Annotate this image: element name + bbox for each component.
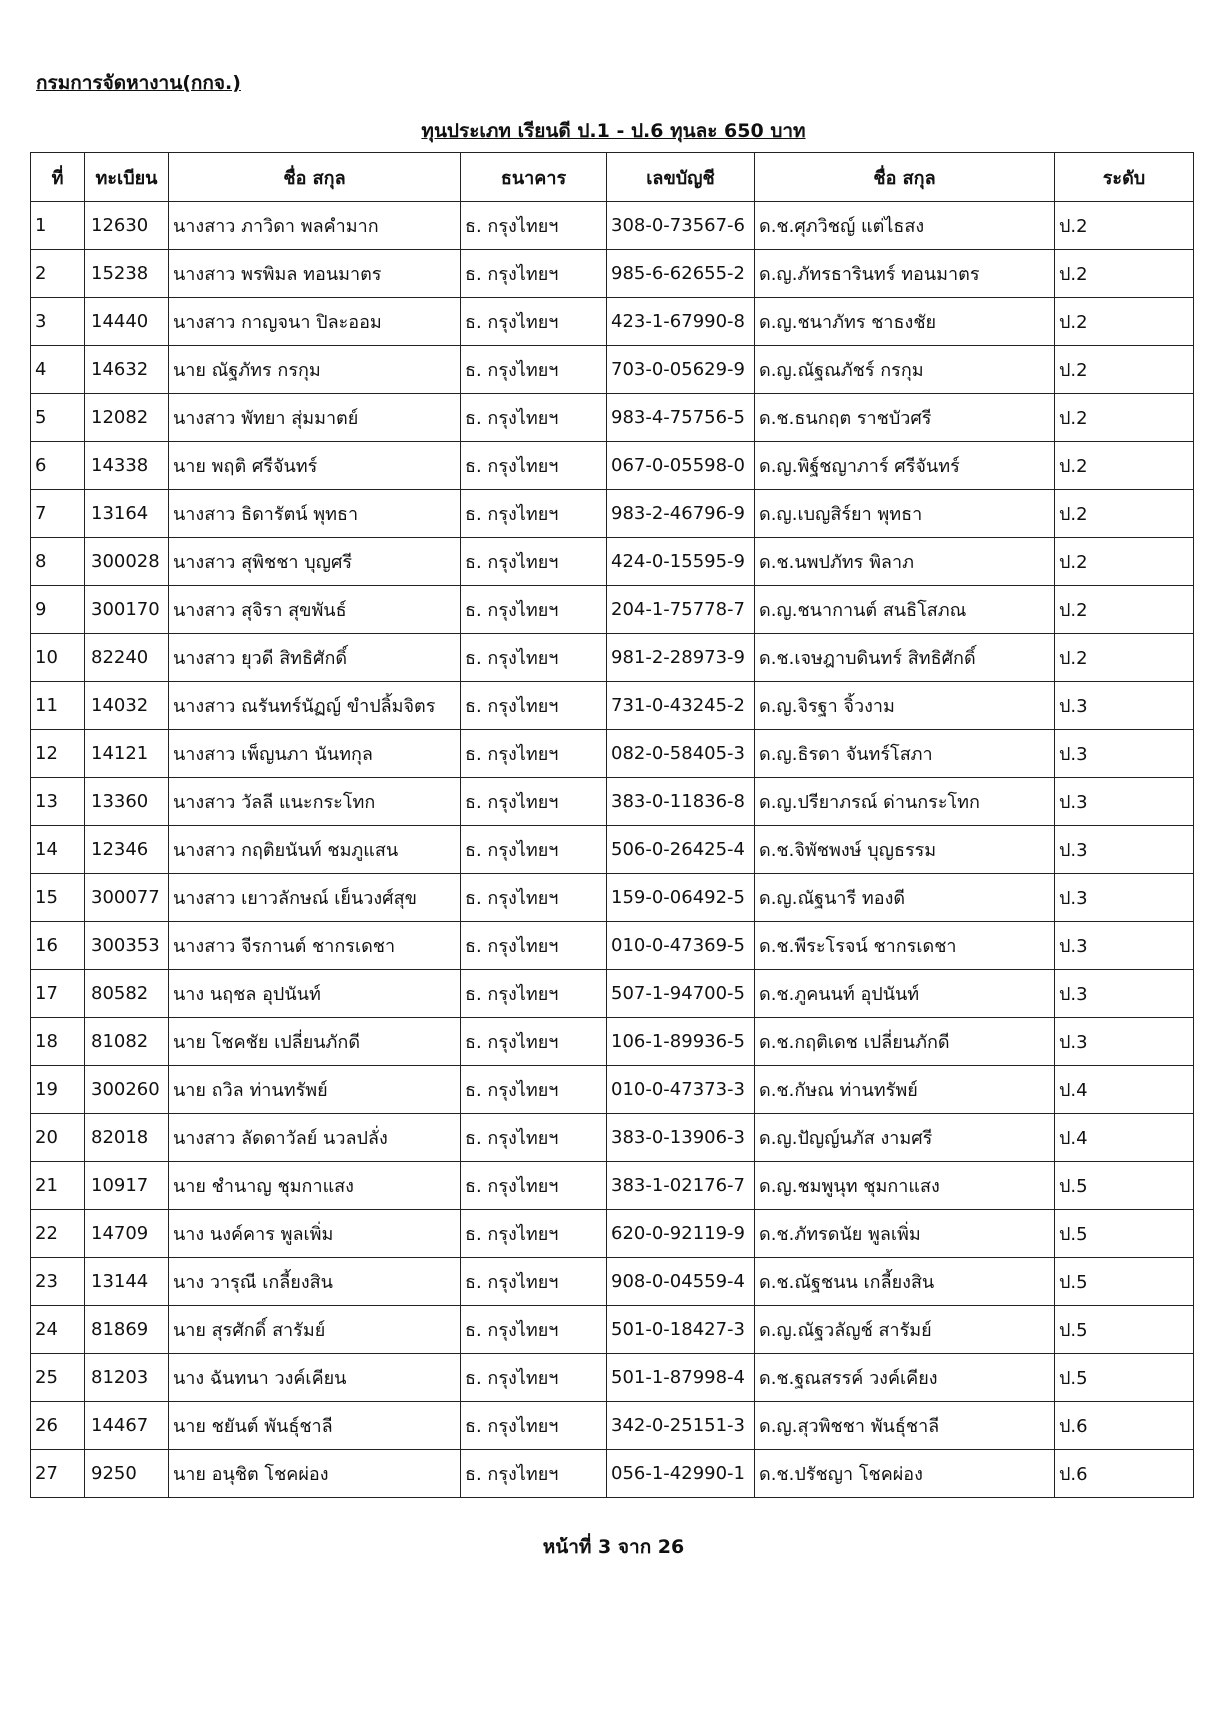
cell-no: 2 xyxy=(31,250,85,298)
table-row xyxy=(31,1210,1194,1258)
table-row xyxy=(31,874,1194,922)
cell-bank: ธ. กรุงไทยฯ xyxy=(461,634,607,682)
cell-no: 26 xyxy=(31,1402,85,1450)
cell-registration: 81203 xyxy=(85,1354,169,1402)
cell-child-name: ด.ญ.ณัฐณภัชร์ กรกุม xyxy=(755,346,1055,394)
table-row xyxy=(31,394,1194,442)
cell-account-number: 308-0-73567-6 xyxy=(607,202,755,250)
cell-registration: 14709 xyxy=(85,1210,169,1258)
cell-no: 12 xyxy=(31,730,85,778)
cell-no: 24 xyxy=(31,1306,85,1354)
cell-no: 1 xyxy=(31,202,85,250)
cell-registration: 13164 xyxy=(85,490,169,538)
cell-no: 5 xyxy=(31,394,85,442)
cell-parent-name: นาง ฉันทนา วงค์เคียน xyxy=(169,1354,461,1402)
cell-child-name: ด.ช.ภูคนนท์ อุปนันท์ xyxy=(755,970,1055,1018)
table-row xyxy=(31,346,1194,394)
cell-registration: 81082 xyxy=(85,1018,169,1066)
cell-no: 15 xyxy=(31,874,85,922)
cell-bank: ธ. กรุงไทยฯ xyxy=(461,874,607,922)
cell-no: 6 xyxy=(31,442,85,490)
cell-parent-name: นางสาว ณรันทร์นัฏญ์ ขำปลิ้มจิตร xyxy=(169,682,461,730)
cell-level: ป.3 xyxy=(1055,826,1194,874)
cell-level: ป.2 xyxy=(1055,346,1194,394)
cell-account-number: 908-0-04559-4 xyxy=(607,1258,755,1306)
table-row xyxy=(31,202,1194,250)
cell-level: ป.2 xyxy=(1055,394,1194,442)
cell-parent-name: นางสาว ธิดารัตน์ พุทธา xyxy=(169,490,461,538)
cell-bank: ธ. กรุงไทยฯ xyxy=(461,202,607,250)
cell-parent-name: นางสาว เยาวลักษณ์ เย็นวงศ์สุข xyxy=(169,874,461,922)
cell-bank: ธ. กรุงไทยฯ xyxy=(461,970,607,1018)
column-header-parent-name: ชื่อ สกุล xyxy=(169,153,461,202)
cell-parent-name: นางสาว สุจิรา สุขพันธ์ xyxy=(169,586,461,634)
cell-bank: ธ. กรุงไทยฯ xyxy=(461,1354,607,1402)
cell-level: ป.4 xyxy=(1055,1114,1194,1162)
table-row xyxy=(31,250,1194,298)
cell-parent-name: นาย พฤติ ศรีจันทร์ xyxy=(169,442,461,490)
cell-bank: ธ. กรุงไทยฯ xyxy=(461,1066,607,1114)
cell-level: ป.2 xyxy=(1055,202,1194,250)
cell-level: ป.3 xyxy=(1055,874,1194,922)
cell-child-name: ด.ญ.ชนากานต์ สนธิโสภณ xyxy=(755,586,1055,634)
cell-no: 18 xyxy=(31,1018,85,1066)
cell-parent-name: นาย อนุชิต โชคผ่อง xyxy=(169,1450,461,1498)
cell-child-name: ด.ช.กัษณ ท่านทรัพย์ xyxy=(755,1066,1055,1114)
cell-account-number: 383-0-13906-3 xyxy=(607,1114,755,1162)
cell-registration: 13360 xyxy=(85,778,169,826)
cell-account-number: 703-0-05629-9 xyxy=(607,346,755,394)
cell-account-number: 106-1-89936-5 xyxy=(607,1018,755,1066)
cell-account-number: 010-0-47373-3 xyxy=(607,1066,755,1114)
table-row xyxy=(31,586,1194,634)
cell-bank: ธ. กรุงไทยฯ xyxy=(461,1162,607,1210)
cell-child-name: ด.ช.ภัทรดนัย พูลเพิ่ม xyxy=(755,1210,1055,1258)
cell-registration: 82018 xyxy=(85,1114,169,1162)
cell-account-number: 383-0-11836-8 xyxy=(607,778,755,826)
cell-no: 11 xyxy=(31,682,85,730)
cell-no: 14 xyxy=(31,826,85,874)
cell-child-name: ด.ช.นพปภัทร พิลาภ xyxy=(755,538,1055,586)
cell-parent-name: นางสาว กฤติยนันท์ ชมภูแสน xyxy=(169,826,461,874)
cell-child-name: ด.ญ.ปรียาภรณ์ ด่านกระโทก xyxy=(755,778,1055,826)
cell-level: ป.2 xyxy=(1055,586,1194,634)
cell-parent-name: นางสาว ยุวดี สิทธิศักดิ์ xyxy=(169,634,461,682)
cell-registration: 300077 xyxy=(85,874,169,922)
table-row xyxy=(31,298,1194,346)
cell-parent-name: นางสาว พรพิมล ทอนมาตร xyxy=(169,250,461,298)
cell-level: ป.3 xyxy=(1055,970,1194,1018)
cell-level: ป.6 xyxy=(1055,1402,1194,1450)
cell-child-name: ด.ญ.พิฐ์ชญาภาร์ ศรีจันทร์ xyxy=(755,442,1055,490)
cell-registration: 9250 xyxy=(85,1450,169,1498)
cell-registration: 14467 xyxy=(85,1402,169,1450)
table-row xyxy=(31,826,1194,874)
cell-parent-name: นางสาว เพ็ญนภา นันทกุล xyxy=(169,730,461,778)
cell-no: 13 xyxy=(31,778,85,826)
cell-registration: 14440 xyxy=(85,298,169,346)
cell-registration: 81869 xyxy=(85,1306,169,1354)
cell-account-number: 981-2-28973-9 xyxy=(607,634,755,682)
table-row xyxy=(31,442,1194,490)
cell-no: 3 xyxy=(31,298,85,346)
cell-level: ป.5 xyxy=(1055,1354,1194,1402)
cell-child-name: ด.ญ.ปัญญ์นภัส งามศรี xyxy=(755,1114,1055,1162)
cell-account-number: 056-1-42990-1 xyxy=(607,1450,755,1498)
cell-bank: ธ. กรุงไทยฯ xyxy=(461,394,607,442)
cell-account-number: 010-0-47369-5 xyxy=(607,922,755,970)
cell-account-number: 423-1-67990-8 xyxy=(607,298,755,346)
cell-bank: ธ. กรุงไทยฯ xyxy=(461,250,607,298)
cell-level: ป.5 xyxy=(1055,1162,1194,1210)
cell-no: 20 xyxy=(31,1114,85,1162)
cell-bank: ธ. กรุงไทยฯ xyxy=(461,1018,607,1066)
cell-account-number: 731-0-43245-2 xyxy=(607,682,755,730)
department-heading: กรมการจัดหางาน(กกจ.) xyxy=(36,72,241,94)
cell-level: ป.2 xyxy=(1055,538,1194,586)
cell-child-name: ด.ช.ฐณสรรค์ วงค์เคียง xyxy=(755,1354,1055,1402)
cell-no: 7 xyxy=(31,490,85,538)
cell-registration: 300170 xyxy=(85,586,169,634)
cell-child-name: ด.ญ.จิรฐา จิ้วงาม xyxy=(755,682,1055,730)
cell-child-name: ด.ญ.ธิรดา จันทร์โสภา xyxy=(755,730,1055,778)
table-row xyxy=(31,1114,1194,1162)
cell-parent-name: นางสาว ลัดดาวัลย์ นวลปลั่ง xyxy=(169,1114,461,1162)
cell-account-number: 501-1-87998-4 xyxy=(607,1354,755,1402)
cell-child-name: ด.ญ.ณัฐวลัญช์ สารัมย์ xyxy=(755,1306,1055,1354)
cell-bank: ธ. กรุงไทยฯ xyxy=(461,1306,607,1354)
cell-bank: ธ. กรุงไทยฯ xyxy=(461,778,607,826)
cell-level: ป.3 xyxy=(1055,730,1194,778)
cell-parent-name: นาย ณัฐภัทร กรกุม xyxy=(169,346,461,394)
cell-child-name: ด.ช.ณัฐชนน เกลี้ยงสิน xyxy=(755,1258,1055,1306)
cell-no: 22 xyxy=(31,1210,85,1258)
column-header-account-number: เลขบัญชี xyxy=(607,153,755,202)
table-row xyxy=(31,1066,1194,1114)
cell-parent-name: นางสาว พัทยา สุ่มมาตย์ xyxy=(169,394,461,442)
cell-level: ป.5 xyxy=(1055,1306,1194,1354)
cell-child-name: ด.ญ.ภัทรธารินทร์ ทอนมาตร xyxy=(755,250,1055,298)
cell-child-name: ด.ญ.ชมพูนุท ชุมกาแสง xyxy=(755,1162,1055,1210)
cell-account-number: 501-0-18427-3 xyxy=(607,1306,755,1354)
cell-bank: ธ. กรุงไทยฯ xyxy=(461,442,607,490)
table-header-row xyxy=(31,153,1194,202)
table-row xyxy=(31,970,1194,1018)
cell-parent-name: นางสาว วัลลี แนะกระโทก xyxy=(169,778,461,826)
cell-bank: ธ. กรุงไทยฯ xyxy=(461,922,607,970)
column-header-level: ระดับ xyxy=(1055,153,1194,202)
cell-level: ป.2 xyxy=(1055,250,1194,298)
cell-level: ป.4 xyxy=(1055,1066,1194,1114)
column-header-child-name: ชื่อ สกุล xyxy=(755,153,1055,202)
cell-parent-name: นาง นงค์คาร พูลเพิ่ม xyxy=(169,1210,461,1258)
cell-account-number: 983-4-75756-5 xyxy=(607,394,755,442)
cell-bank: ธ. กรุงไทยฯ xyxy=(461,298,607,346)
table-row xyxy=(31,538,1194,586)
cell-registration: 12346 xyxy=(85,826,169,874)
cell-registration: 10917 xyxy=(85,1162,169,1210)
cell-child-name: ด.ช.จิพัชพงษ์ บุญธรรม xyxy=(755,826,1055,874)
cell-bank: ธ. กรุงไทยฯ xyxy=(461,1114,607,1162)
page-number: หน้าที่ 3 จาก 26 xyxy=(542,1536,685,1558)
cell-level: ป.2 xyxy=(1055,442,1194,490)
cell-child-name: ด.ช.พีระโรจน์ ชากรเดชา xyxy=(755,922,1055,970)
cell-bank: ธ. กรุงไทยฯ xyxy=(461,586,607,634)
table-row xyxy=(31,778,1194,826)
cell-registration: 82240 xyxy=(85,634,169,682)
cell-registration: 12082 xyxy=(85,394,169,442)
cell-bank: ธ. กรุงไทยฯ xyxy=(461,490,607,538)
cell-level: ป.3 xyxy=(1055,778,1194,826)
cell-bank: ธ. กรุงไทยฯ xyxy=(461,730,607,778)
table-row xyxy=(31,682,1194,730)
cell-bank: ธ. กรุงไทยฯ xyxy=(461,538,607,586)
cell-no: 21 xyxy=(31,1162,85,1210)
cell-no: 25 xyxy=(31,1354,85,1402)
cell-level: ป.2 xyxy=(1055,490,1194,538)
cell-parent-name: นางสาว กาญจนา ปิละออม xyxy=(169,298,461,346)
cell-registration: 14338 xyxy=(85,442,169,490)
cell-account-number: 342-0-25151-3 xyxy=(607,1402,755,1450)
cell-level: ป.2 xyxy=(1055,634,1194,682)
cell-parent-name: นาย สุรศักดิ์ สารัมย์ xyxy=(169,1306,461,1354)
cell-no: 16 xyxy=(31,922,85,970)
cell-no: 17 xyxy=(31,970,85,1018)
cell-child-name: ด.ญ.สุวพิชชา พันธุ์ชาลี xyxy=(755,1402,1055,1450)
table-row xyxy=(31,1450,1194,1498)
cell-child-name: ด.ช.กฤติเดช เปลี่ยนภักดี xyxy=(755,1018,1055,1066)
cell-registration: 13144 xyxy=(85,1258,169,1306)
cell-account-number: 620-0-92119-9 xyxy=(607,1210,755,1258)
cell-account-number: 204-1-75778-7 xyxy=(607,586,755,634)
cell-level: ป.3 xyxy=(1055,682,1194,730)
cell-level: ป.3 xyxy=(1055,922,1194,970)
cell-account-number: 985-6-62655-2 xyxy=(607,250,755,298)
column-header-bank: ธนาคาร xyxy=(461,153,607,202)
cell-bank: ธ. กรุงไทยฯ xyxy=(461,1402,607,1450)
cell-child-name: ด.ช.ศุภวิชญ์ แต่ไธสง xyxy=(755,202,1055,250)
cell-parent-name: นาย ชยันต์ พันธุ์ชาลี xyxy=(169,1402,461,1450)
table-row xyxy=(31,1162,1194,1210)
cell-parent-name: นางสาว ภาวิดา พลคำมาก xyxy=(169,202,461,250)
cell-parent-name: นาง วารุณี เกลี้ยงสิน xyxy=(169,1258,461,1306)
cell-parent-name: นาย ชำนาญ ชุมกาแสง xyxy=(169,1162,461,1210)
table-row xyxy=(31,1258,1194,1306)
table-row xyxy=(31,1306,1194,1354)
cell-parent-name: นาง นฤชล อุปนันท์ xyxy=(169,970,461,1018)
cell-no: 4 xyxy=(31,346,85,394)
cell-level: ป.5 xyxy=(1055,1258,1194,1306)
cell-account-number: 067-0-05598-0 xyxy=(607,442,755,490)
table-row xyxy=(31,1402,1194,1450)
table-row xyxy=(31,490,1194,538)
cell-level: ป.6 xyxy=(1055,1450,1194,1498)
scholarship-table xyxy=(30,152,1194,1498)
cell-registration: 80582 xyxy=(85,970,169,1018)
cell-registration: 14121 xyxy=(85,730,169,778)
cell-parent-name: นาย ถวิล ท่านทรัพย์ xyxy=(169,1066,461,1114)
cell-registration: 300260 xyxy=(85,1066,169,1114)
cell-registration: 14032 xyxy=(85,682,169,730)
cell-parent-name: นางสาว สุพิชชา บุญศรี xyxy=(169,538,461,586)
cell-bank: ธ. กรุงไทยฯ xyxy=(461,682,607,730)
cell-no: 8 xyxy=(31,538,85,586)
column-header-no: ที่ xyxy=(31,153,85,202)
cell-registration: 300028 xyxy=(85,538,169,586)
table-row xyxy=(31,1354,1194,1402)
cell-child-name: ด.ช.ปรัชญา โชคผ่อง xyxy=(755,1450,1055,1498)
cell-child-name: ด.ญ.ชนาภัทร ชาธงชัย xyxy=(755,298,1055,346)
cell-no: 10 xyxy=(31,634,85,682)
cell-bank: ธ. กรุงไทยฯ xyxy=(461,826,607,874)
cell-account-number: 983-2-46796-9 xyxy=(607,490,755,538)
cell-child-name: ด.ญ.เบญสิร์ยา พุทธา xyxy=(755,490,1055,538)
cell-no: 19 xyxy=(31,1066,85,1114)
cell-level: ป.5 xyxy=(1055,1210,1194,1258)
cell-no: 27 xyxy=(31,1450,85,1498)
cell-account-number: 506-0-26425-4 xyxy=(607,826,755,874)
cell-registration: 15238 xyxy=(85,250,169,298)
table-row xyxy=(31,922,1194,970)
cell-level: ป.2 xyxy=(1055,298,1194,346)
cell-bank: ธ. กรุงไทยฯ xyxy=(461,1258,607,1306)
cell-bank: ธ. กรุงไทยฯ xyxy=(461,346,607,394)
cell-account-number: 507-1-94700-5 xyxy=(607,970,755,1018)
table-row xyxy=(31,1018,1194,1066)
cell-child-name: ด.ช.ธนกฤต ราชบัวศรี xyxy=(755,394,1055,442)
cell-registration: 14632 xyxy=(85,346,169,394)
cell-level: ป.3 xyxy=(1055,1018,1194,1066)
cell-bank: ธ. กรุงไทยฯ xyxy=(461,1450,607,1498)
cell-parent-name: นางสาว จีรกานต์ ชากรเดชา xyxy=(169,922,461,970)
cell-no: 23 xyxy=(31,1258,85,1306)
cell-child-name: ด.ญ.ณัฐนารี ทองดี xyxy=(755,874,1055,922)
document-title: ทุนประเภท เรียนดี ป.1 - ป.6 ทุนละ 650 บาท xyxy=(421,120,806,142)
cell-bank: ธ. กรุงไทยฯ xyxy=(461,1210,607,1258)
cell-parent-name: นาย โชคชัย เปลี่ยนภักดี xyxy=(169,1018,461,1066)
cell-account-number: 383-1-02176-7 xyxy=(607,1162,755,1210)
table-row xyxy=(31,634,1194,682)
cell-account-number: 424-0-15595-9 xyxy=(607,538,755,586)
cell-child-name: ด.ช.เจษฎาบดินทร์ สิทธิศักดิ์ xyxy=(755,634,1055,682)
cell-account-number: 159-0-06492-5 xyxy=(607,874,755,922)
column-header-registration: ทะเบียน xyxy=(85,153,169,202)
cell-registration: 300353 xyxy=(85,922,169,970)
table-row xyxy=(31,730,1194,778)
table-body xyxy=(31,202,1194,1498)
cell-registration: 12630 xyxy=(85,202,169,250)
cell-account-number: 082-0-58405-3 xyxy=(607,730,755,778)
cell-no: 9 xyxy=(31,586,85,634)
